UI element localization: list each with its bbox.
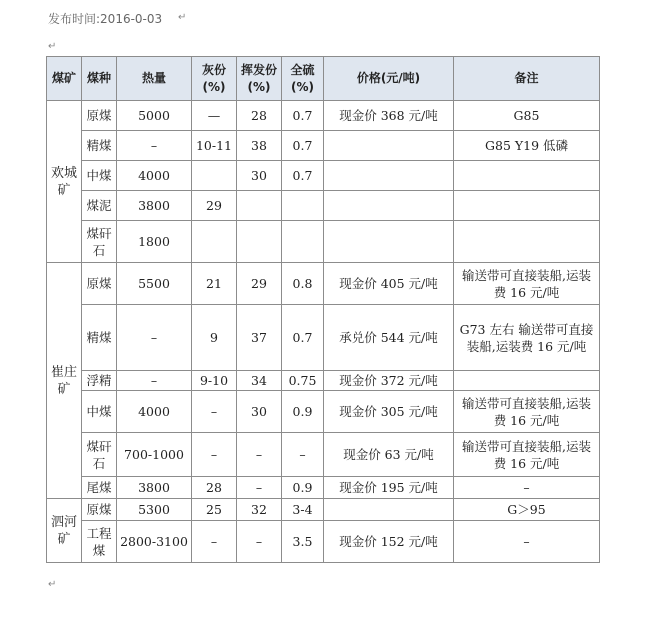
cell-volatile: – [237, 433, 282, 477]
cell-heat: 5500 [117, 263, 192, 305]
cell-price [324, 499, 454, 521]
cell-ash: – [192, 521, 237, 563]
cell-ash: 28 [192, 477, 237, 499]
cell-sulfur: 0.7 [282, 305, 324, 371]
cell-note [454, 191, 600, 221]
cell-coal-type: 尾煤 [82, 477, 117, 499]
cell-sulfur: 0.9 [282, 477, 324, 499]
cell-heat: 1800 [117, 221, 192, 263]
cell-sulfur [282, 191, 324, 221]
header-coal-type: 煤种 [82, 57, 117, 101]
cell-volatile: 34 [237, 371, 282, 391]
header-price: 价格(元/吨) [324, 57, 454, 101]
cell-ash: – [192, 433, 237, 477]
cell-price: 现金价 368 元/吨 [324, 101, 454, 131]
cell-volatile: 37 [237, 305, 282, 371]
cell-coal-type: 原煤 [82, 499, 117, 521]
paragraph-mark: ↵ [48, 579, 57, 590]
cell-note: G＞95 [454, 499, 600, 521]
cell-heat: – [117, 305, 192, 371]
cell-volatile: 29 [237, 263, 282, 305]
table-row [47, 131, 600, 161]
cell-heat: 2800-3100 [117, 521, 192, 563]
cell-ash: — [192, 101, 237, 131]
cell-note: 输送带可直接装船,运装费 16 元/吨 [454, 391, 600, 433]
cell-coal-type: 精煤 [82, 131, 117, 161]
cell-sulfur [282, 221, 324, 263]
cell-sulfur: 0.7 [282, 131, 324, 161]
cell-volatile [237, 221, 282, 263]
cell-price [324, 221, 454, 263]
cell-sulfur: 0.7 [282, 101, 324, 131]
cell-mine: 泗河矿 [47, 499, 82, 563]
table-row [47, 521, 600, 563]
cell-sulfur: 0.9 [282, 391, 324, 433]
cell-volatile: – [237, 477, 282, 499]
cell-coal-type: 中煤 [82, 161, 117, 191]
cell-mine: 欢城矿 [47, 101, 82, 263]
cell-ash [192, 161, 237, 191]
paragraph-mark: ↵ [178, 12, 187, 23]
table-row [47, 263, 600, 305]
cell-volatile: – [237, 521, 282, 563]
cell-price [324, 161, 454, 191]
cell-note: G85 Y19 低磷 [454, 131, 600, 161]
cell-mine: 崔庄矿 [47, 263, 82, 499]
cell-heat: – [117, 371, 192, 391]
cell-ash [192, 221, 237, 263]
cell-price: 现金价 195 元/吨 [324, 477, 454, 499]
cell-price: 现金价 405 元/吨 [324, 263, 454, 305]
cell-price: 现金价 305 元/吨 [324, 391, 454, 433]
cell-note [454, 371, 600, 391]
cell-note: G85 [454, 101, 600, 131]
header-ash: 灰份(%) [192, 57, 237, 101]
table-row [47, 191, 600, 221]
cell-coal-type: 原煤 [82, 101, 117, 131]
cell-volatile: 28 [237, 101, 282, 131]
cell-price [324, 191, 454, 221]
cell-ash: 25 [192, 499, 237, 521]
cell-heat: 3800 [117, 191, 192, 221]
cell-note: – [454, 477, 600, 499]
cell-price: 现金价 63 元/吨 [324, 433, 454, 477]
cell-coal-type: 煤矸石 [82, 221, 117, 263]
cell-heat: 4000 [117, 391, 192, 433]
cell-volatile [237, 191, 282, 221]
cell-ash: 29 [192, 191, 237, 221]
cell-heat: 700-1000 [117, 433, 192, 477]
table-row [47, 499, 600, 521]
cell-note [454, 221, 600, 263]
cell-heat: 5000 [117, 101, 192, 131]
table-row [47, 221, 600, 263]
cell-sulfur: 0.7 [282, 161, 324, 191]
cell-sulfur: 3.5 [282, 521, 324, 563]
header-volatile: 挥发份(%) [237, 57, 282, 101]
table-row [47, 477, 600, 499]
table-row [47, 391, 600, 433]
cell-note: G73 左右 输送带可直接装船,运装费 16 元/吨 [454, 305, 600, 371]
cell-note [454, 161, 600, 191]
header-note: 备注 [454, 57, 600, 101]
cell-coal-type: 煤泥 [82, 191, 117, 221]
table-row [47, 161, 600, 191]
cell-volatile: 32 [237, 499, 282, 521]
cell-coal-type: 煤矸石 [82, 433, 117, 477]
cell-heat: 3800 [117, 477, 192, 499]
cell-ash: 9 [192, 305, 237, 371]
cell-sulfur: 3-4 [282, 499, 324, 521]
cell-note: 输送带可直接装船,运装费 16 元/吨 [454, 263, 600, 305]
table-row [47, 101, 600, 131]
cell-ash: 10-11 [192, 131, 237, 161]
cell-volatile: 38 [237, 131, 282, 161]
cell-ash: 21 [192, 263, 237, 305]
table-row [47, 305, 600, 371]
cell-price: 承兑价 544 元/吨 [324, 305, 454, 371]
cell-volatile: 30 [237, 161, 282, 191]
cell-coal-type: 工程煤 [82, 521, 117, 563]
cell-note: – [454, 521, 600, 563]
cell-coal-type: 原煤 [82, 263, 117, 305]
cell-coal-type: 浮精 [82, 371, 117, 391]
cell-sulfur: – [282, 433, 324, 477]
cell-heat: – [117, 131, 192, 161]
header-heat: 热量 [117, 57, 192, 101]
coal-price-table [46, 56, 600, 563]
cell-price: 现金价 372 元/吨 [324, 371, 454, 391]
cell-sulfur: 0.8 [282, 263, 324, 305]
cell-sulfur: 0.75 [282, 371, 324, 391]
cell-note: 输送带可直接装船,运装费 16 元/吨 [454, 433, 600, 477]
header-row [47, 57, 600, 101]
publish-time: 发布时间:2016-0-03 [48, 12, 163, 26]
cell-coal-type: 精煤 [82, 305, 117, 371]
table-row [47, 371, 600, 391]
header-mine: 煤矿 [47, 57, 82, 101]
cell-coal-type: 中煤 [82, 391, 117, 433]
cell-ash: 9-10 [192, 371, 237, 391]
cell-heat: 4000 [117, 161, 192, 191]
paragraph-mark: ↵ [48, 41, 57, 52]
table-row [47, 433, 600, 477]
cell-ash: – [192, 391, 237, 433]
cell-price: 现金价 152 元/吨 [324, 521, 454, 563]
cell-volatile: 30 [237, 391, 282, 433]
cell-heat: 5300 [117, 499, 192, 521]
header-sulfur: 全硫(%) [282, 57, 324, 101]
cell-price [324, 131, 454, 161]
